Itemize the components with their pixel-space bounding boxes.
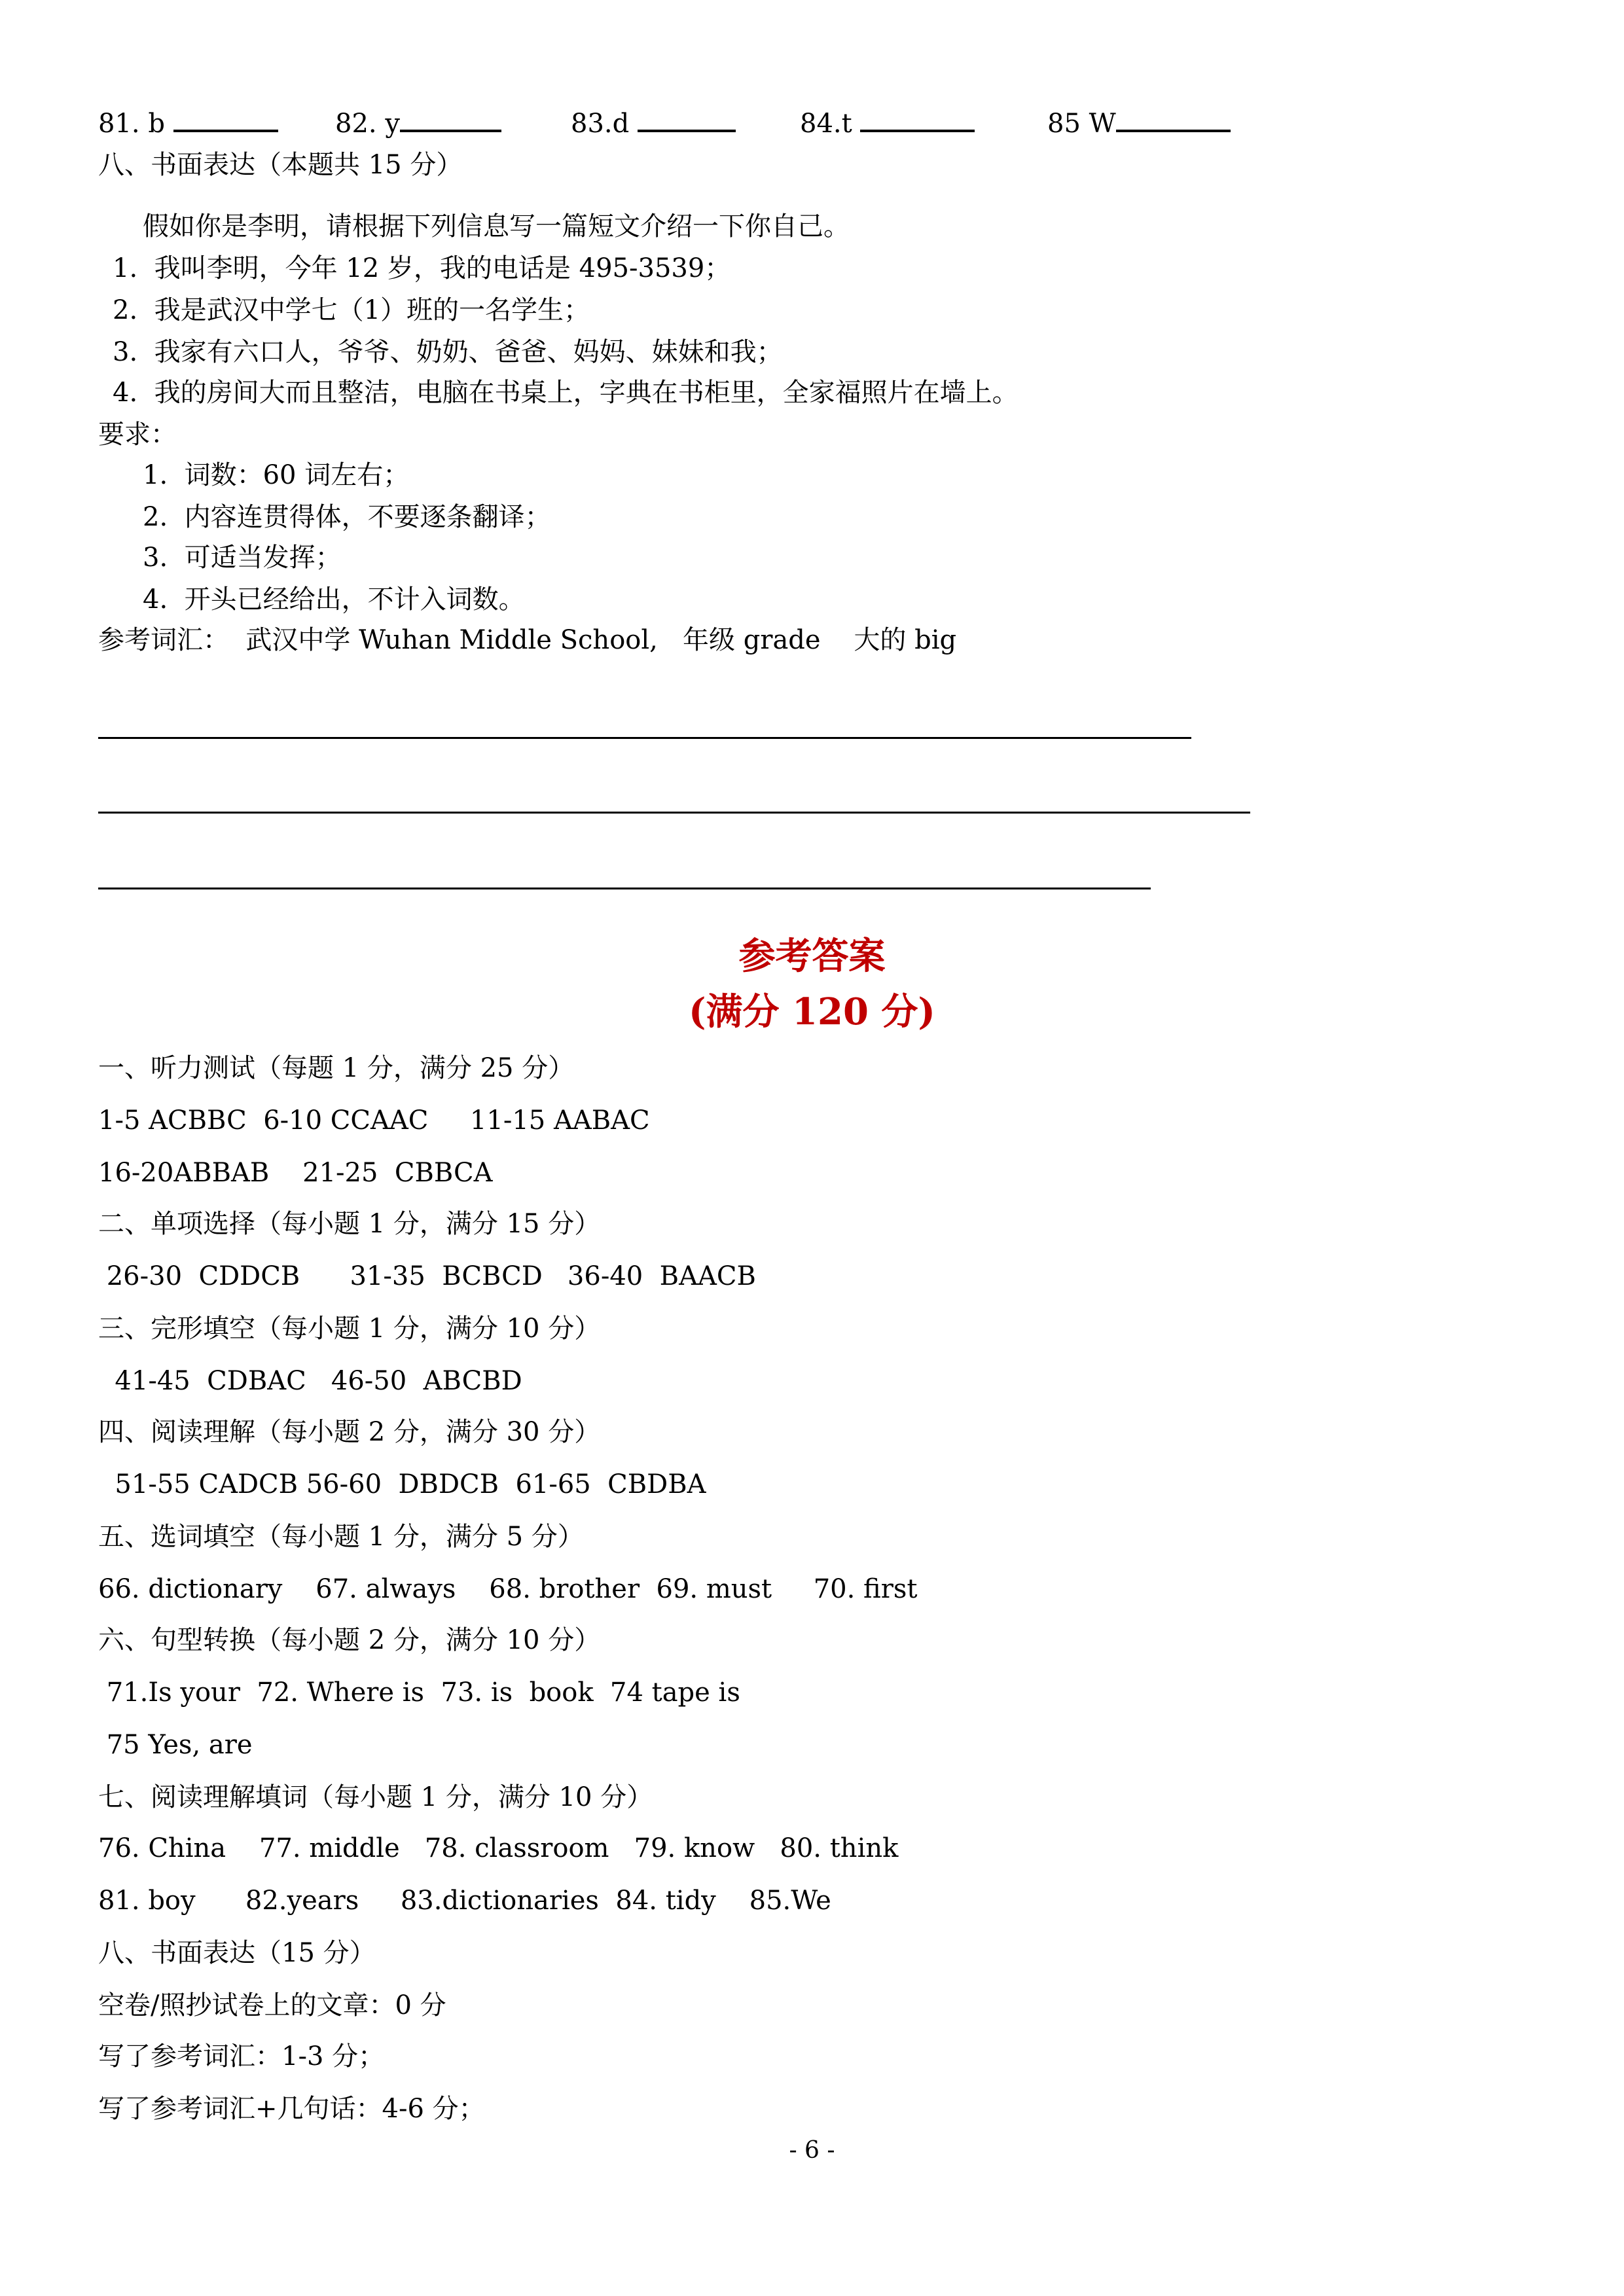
answer-line: 26-30 CDDCB 31-35 BCBCD 36-40 BAACB (98, 1261, 756, 1291)
answer-line: 1-5 ACBBC 6-10 CCAAC 11-15 AABAC (98, 1105, 650, 1136)
requirements-label: 要求： (98, 420, 177, 450)
writing-prompt: 假如你是李明，请根据下列信息写一篇短文介绍一下你自己。 (143, 211, 850, 242)
answer-line: 四、阅读理解（每小题 2 分，满分 30 分） (98, 1417, 601, 1447)
answer-line: 66. dictionary 67. always 68. brother 69. must 70. first (98, 1574, 918, 1604)
answer-line: 五、选词填空（每小题 1 分，满分 5 分） (98, 1522, 584, 1552)
answer-line: 16-20ABBAB 21-25 CBBCA (98, 1158, 493, 1188)
answer-line: 一、听力测试（每题 1 分，满分 25 分） (98, 1053, 575, 1083)
writing-info-4: 4. 我的房间大而且整洁，电脑在书桌上，字典在书柜里，全家福照片在墙上。 (113, 378, 1019, 408)
page-number: - 6 - (789, 2137, 835, 2164)
answer-line: 81. boy 82.years 83.dictionaries 84. tidy 85.We (98, 1886, 831, 1916)
answer-line: 写了参考词汇+几句话：4-6 分； (98, 2094, 485, 2124)
answers-title: 参考答案 (738, 935, 886, 978)
writing-line-1 (98, 737, 1191, 739)
answer-line: 六、句型转换（每小题 2 分，满分 10 分） (98, 1625, 601, 1655)
answer-line: 八、书面表达（15 分） (98, 1938, 376, 1968)
writing-line-2 (98, 812, 1250, 814)
answer-line: 二、单项选择（每小题 1 分，满分 15 分） (98, 1209, 601, 1239)
reference-vocab: 参考词汇： 武汉中学 Wuhan Middle School, 年级 grade 大的 big (98, 625, 957, 655)
answer-line: 七、阅读理解填词（每小题 1 分，满分 10 分） (98, 1782, 653, 1812)
requirement-4: 4. 开头已经给出，不计入词数。 (143, 584, 525, 615)
requirement-2: 2. 内容连贯得体，不要逐条翻译； (143, 502, 551, 532)
answer-line: 71.Is your 72. Where is 73. is book 74 tape is (98, 1677, 740, 1708)
requirement-3: 3. 可适当发挥； (143, 543, 342, 573)
cloze-blank-84: 84.t (800, 110, 975, 137)
writing-heading: 八、书面表达（本题共 15 分） (98, 150, 463, 180)
cloze-blank-81: 81. b (98, 110, 278, 137)
answer-line: 75 Yes, are (98, 1730, 253, 1760)
answer-line: 写了参考词汇：1-3 分； (98, 2041, 385, 2072)
cloze-blank-85: 85 W (1047, 110, 1231, 137)
writing-info-3: 3. 我家有六口人，爷爷、奶奶、爸爸、妈妈、妹妹和我； (113, 337, 783, 367)
writing-info-2: 2. 我是武汉中学七（1）班的一名学生； (113, 295, 590, 325)
answer-line: 76. China 77. middle 78. classroom 79. know 80. think (98, 1833, 899, 1863)
answer-line: 空卷/照抄试卷上的文章：0 分 (98, 1990, 446, 2020)
answers-subtitle: (满分 120 分) (689, 990, 935, 1033)
cloze-blank-82: 82. y (335, 110, 501, 137)
writing-info-1: 1. 我叫李明，今年 12 岁，我的电话是 495-3539； (113, 253, 731, 283)
answer-line: 41-45 CDBAC 46-50 ABCBD (98, 1366, 522, 1396)
answer-line: 51-55 CADCB 56-60 DBDCB 61-65 CBDBA (98, 1469, 706, 1499)
requirement-1: 1. 词数：60 词左右； (143, 460, 410, 490)
answer-line: 三、完形填空（每小题 1 分，满分 10 分） (98, 1314, 601, 1344)
cloze-blank-83: 83.d (571, 110, 736, 137)
writing-line-3 (98, 888, 1151, 889)
